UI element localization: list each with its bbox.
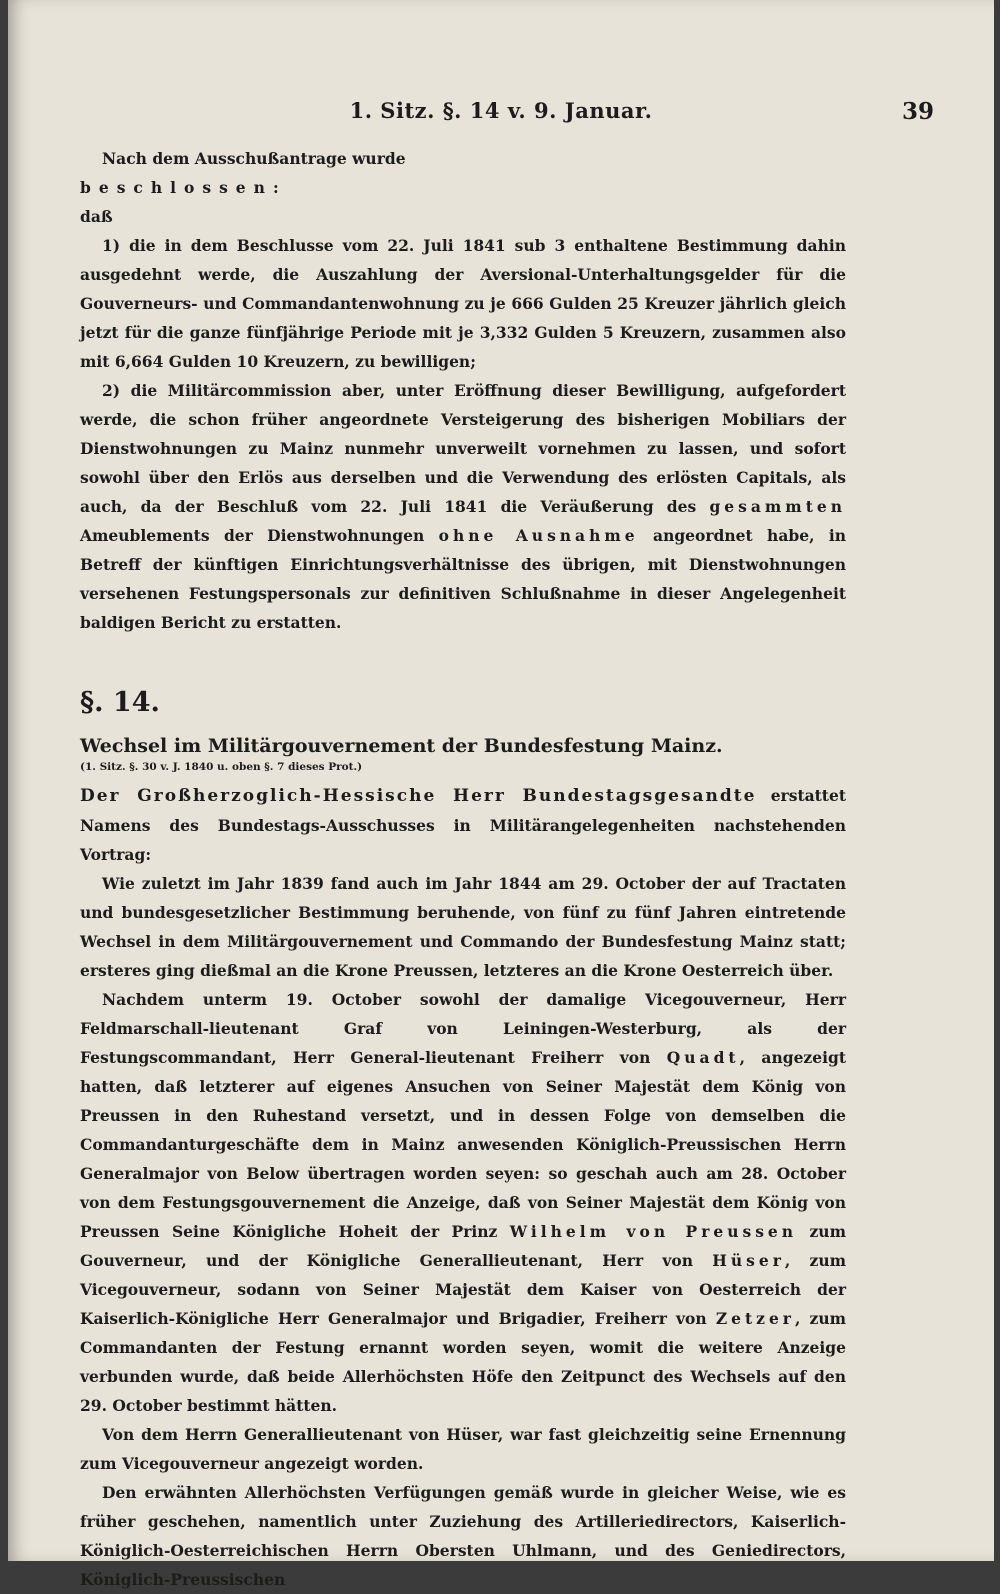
item2-text-a: 2) die Militärcommission aber, unter Eröffnung dieser Bewilligung, aufgefordert werde, die schon früher angeordnete Versteigerung des bisherigen Mobiliars der Dienstwohnungen zu Mainz nunmehr unverweilt vornehmen zu lassen, und sofort sowohl über den Erlös aus derselben und die Verwendung des erlösten Capitals, als auch, da der Beschluß vom 22. Juli 1841 die Veräußerung des [80, 381, 846, 516]
item2-emphasis-ohne-ausnahme: ohne Ausnahme [438, 526, 639, 545]
section-number: §. 14. [80, 687, 160, 718]
p2-text-a: Nachdem unterm 19. October sowohl der damalige Vicegouverneur, Herr Feldmarschall-lieutenant Graf von Leiningen-Westerburg, als der Festungscommandant, Herr General-lieutenant Freiherr von [80, 990, 846, 1067]
section-title: Wechsel im Militärgouvernement der Bundesfestung Mainz. [80, 735, 723, 757]
resolution-decided: beschlossen: [80, 178, 287, 197]
report-paragraph-3: Von dem Herrn Generallieutenant von Hüser, war fast gleichzeitig seine Ernennung zum Vicegouverneur angezeigt worden. [80, 1425, 846, 1473]
page-body [80, 144, 846, 1594]
resolution-item-1: 1) die in dem Beschlusse vom 22. Juli 1841 sub 3 enthaltene Bestimmung dahin ausgedehnt werde, die Auszahlung der Aversional-Unterhaltungsgelder für die Gouverneurs- und Commandantenwohnung zu je 666 Gulden 25 Kreuzer jährlich gleich jetzt für die ganze fünfjährige Periode mit je 3,332 Gulden 5 Kreuzern, zusammen also mit 6,664 Gulden 10 Kreuzern, zu bewilligen; [80, 236, 846, 371]
p2-text-c: , angezeigt hatten, daß letzterer auf eigenes Ansuchen von Seiner Majestät dem König von Preussen in den Ruhestand versetzt, und in dessen Folge von demselben die Commandanturgeschäfte dem in Mainz anwesenden Königlich-Preussischen Herrn Generalmajor von Below übertragen worden seyen: so geschah auch am 28. October von dem Festungsgouvernement die Anzeige, daß von Seiner Majestät dem König von Preussen Seine Königliche Hoheit der Prinz [80, 1048, 846, 1241]
report-paragraph-2 [80, 985, 846, 1420]
item2-text-e: angeordnet habe, in Betreff der künftigen Einrichtungsverhältnisse des übrigen, mit Dienstwohnungen versehenen Festungspersonals zur definitiven Schlußnahme in dieser Angelegenheit baldigen Bericht zu erstatten. [80, 526, 846, 632]
resolution-intro: Nach dem Ausschußantrage wurde [102, 149, 406, 168]
p2-name-wilhelm: Wilhelm von Preussen [509, 1222, 798, 1241]
envoy-paragraph [80, 781, 846, 869]
running-title: 1. Sitz. §. 14 v. 9. Januar. [349, 98, 653, 123]
item2-text-c: Ameublements der Dienstwohnungen [80, 526, 425, 545]
p2-text-g: , zum Vicegouverneur, sodann von Seiner Majestät dem Kaiser von Oesterreich der Kaiserlich-Königliche Herr Generalmajor und Brigadier, Freiherr von [80, 1251, 846, 1328]
p2-name-quadt: Quadt [666, 1048, 740, 1067]
p2-text-i: , zum Commandanten der Festung ernannt worden seyen, womit die weitere Anzeige verbunden wurde, daß beide Allerhöchsten Höfe den Zeitpunct des Wechsels auf den 29. October bestimmt hätten. [80, 1309, 846, 1415]
book-page [8, 0, 994, 1589]
envoy-rest: erstattet Namens des Bundestags-Ausschusses in Militärangelegenheiten nachstehenden Vortrag: [80, 786, 846, 864]
p2-name-hueser: Hüser [712, 1251, 785, 1270]
resolution-item-2 [80, 376, 846, 637]
page-number: 39 [901, 98, 934, 125]
report-paragraph-1: Wie zuletzt im Jahr 1839 fand auch im Jahr 1844 am 29. October der auf Tractaten und bundesgesetzlicher Bestimmung beruhende, von fünf zu fünf Jahren eintretende Wechsel in dem Militärgouvernement und Commando der Bundesfestung Mainz statt; ersteres ging dießmal an die Krone Preussen, letzteres an die Krone Oesterreich über. [80, 874, 846, 980]
p2-text-e: zum Gouverneur, und der Königliche Generallieutenant, Herr von [80, 1222, 846, 1270]
report-paragraph-4: Den erwähnten Allerhöchsten Verfügungen gemäß wurde in gleicher Weise, wie es früher geschehen, namentlich unter Zuziehung des Artilleriedirectors, Kaiserlich-Königlich-Oesterreichischen Herrn Obersten Uhlmann, und des Geniedirectors, Königlich-Preussischen [80, 1483, 846, 1589]
resolution-dass: daß [80, 207, 113, 226]
section-reference: (1. Sitz. §. 30 v. J. 1840 u. oben §. 7 dieses Prot.) [80, 761, 363, 773]
envoy-name: Der Großherzoglich-Hessische Herr Bundestagsgesandte [80, 786, 757, 806]
p2-name-zetzer: Zetzer [715, 1309, 795, 1328]
running-head [68, 98, 934, 134]
item2-emphasis-gesammten: gesammten [709, 497, 846, 516]
